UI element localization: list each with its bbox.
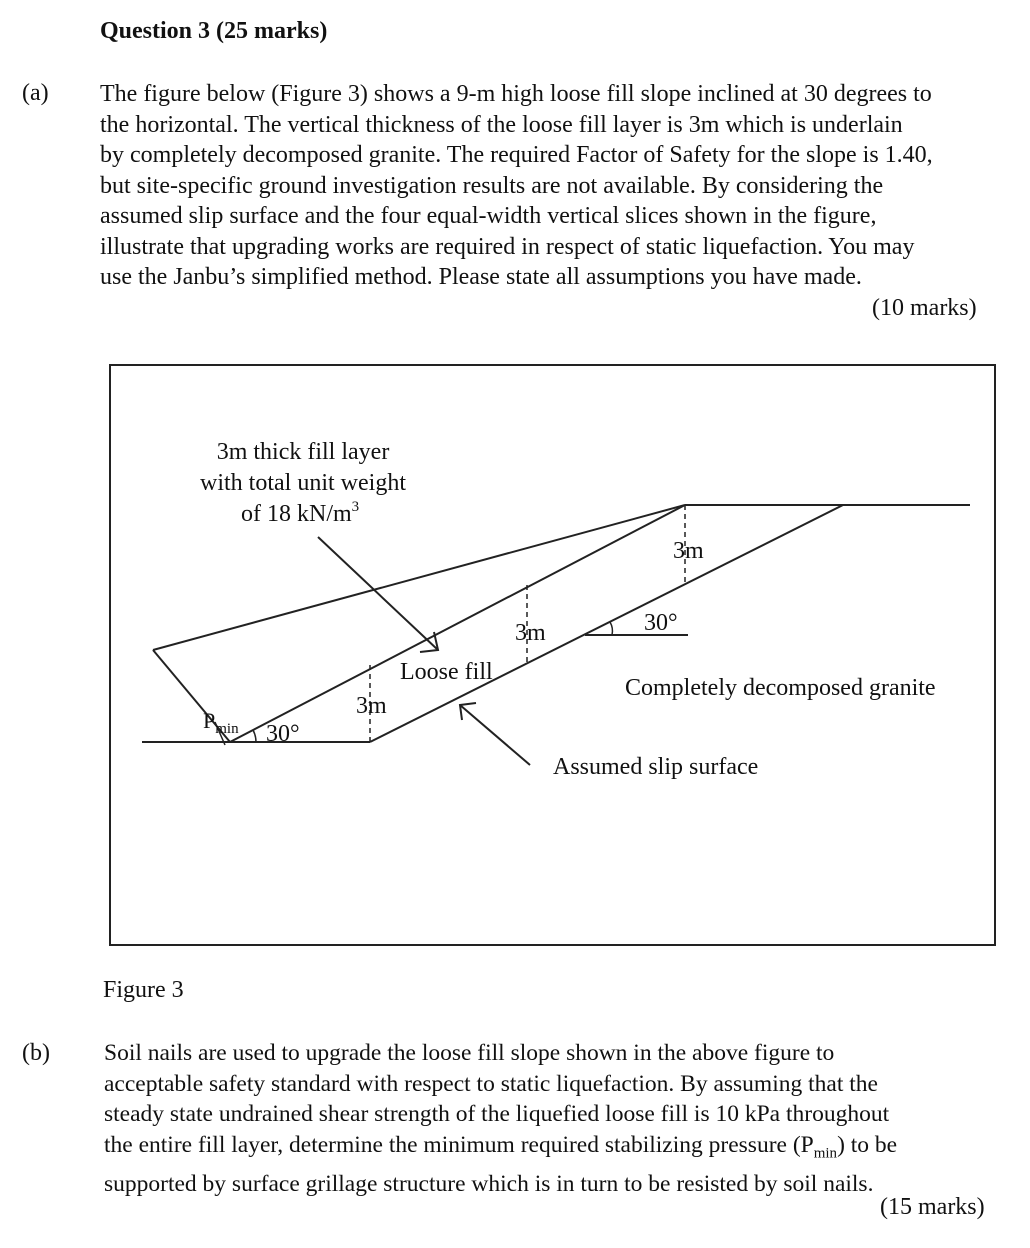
fill-label-arrow [318, 537, 438, 650]
part-a-line-5: assumed slip surface and the four equal-width vertical slices shown in the figure, [100, 203, 877, 229]
cdg-label: Completely decomposed granite [625, 675, 936, 701]
angle-arc-upper [610, 622, 612, 635]
angle-arc-toe [253, 730, 256, 742]
part-a-line-1: The figure below (Figure 3) shows a 9-m high loose fill slope inclined at 30 degrees to [100, 81, 932, 107]
part-b-paragraph [104, 1038, 897, 1199]
pmin-subscript: min [215, 721, 239, 737]
part-b-label: (b) [22, 1040, 50, 1066]
fill-label-line-3 [241, 499, 359, 527]
pmin-letter: P [203, 708, 216, 733]
part-b-line-4 [104, 1130, 897, 1169]
pmin-label [203, 708, 239, 737]
part-b-marks: (15 marks) [880, 1194, 985, 1220]
fill-label-superscript: 3 [351, 499, 360, 515]
fill-label-line-1: 3m thick fill layer [216, 439, 390, 465]
question-heading: Question 3 (25 marks) [100, 18, 328, 44]
slip-surface-label: Assumed slip surface [553, 754, 759, 780]
part-a-label: (a) [22, 80, 49, 106]
fill-label-unit: of 18 kN/m [241, 501, 352, 527]
loose-fill-label: Loose fill [400, 659, 493, 685]
part-b-line-5: supported by surface grillage structure which is in turn to be resisted by soil nails. [104, 1170, 874, 1197]
part-b-line-1: Soil nails are used to upgrade the loose fill slope shown in the above figure to [104, 1040, 835, 1066]
part-a-marks: (10 marks) [872, 295, 977, 321]
angle-label-toe: 30° [266, 721, 300, 747]
dim-label-bottom: 3m [356, 693, 387, 719]
part-b-line-4-sub: min [813, 1145, 838, 1162]
part-a-line-4: but site-specific ground investigation results are not available. By considering the [100, 172, 884, 199]
part-a-line-3: by completely decomposed granite. The required Factor of Safety for the slope is 1.40, [100, 142, 933, 168]
dim-label-middle: 3m [515, 620, 546, 646]
slip-surface-arrow [460, 705, 530, 765]
part-b-line-2: acceptable safety standard with respect to static liquefaction. By assuming that the [104, 1070, 878, 1097]
fill-base-line [230, 505, 685, 742]
angle-label-upper: 30° [644, 610, 678, 636]
figure-caption: Figure 3 [103, 977, 184, 1003]
part-a-line-6: illustrate that upgrading works are required in respect of static liquefaction. You may [100, 233, 915, 260]
fill-surface-line [153, 505, 685, 650]
part-b-line-4-post: ) to be [837, 1131, 898, 1158]
dim-label-top: 3m [673, 538, 704, 564]
part-b-line-4-pre: the entire fill layer, determine the minimum required stabilizing pressure (P [104, 1131, 814, 1158]
part-a-line-2: the horizontal. The vertical thickness of the loose fill layer is 3m which is underlain [100, 111, 903, 138]
fill-label-line-2: with total unit weight [200, 470, 406, 496]
part-a-line-7: use the Janbu’s simplified method. Please state all assumptions you have made. [100, 264, 862, 290]
cdg-slope-line [370, 505, 843, 742]
part-b-line-3: steady state undrained shear strength of the liquefied loose fill is 10 kPa throughout [104, 1101, 890, 1127]
